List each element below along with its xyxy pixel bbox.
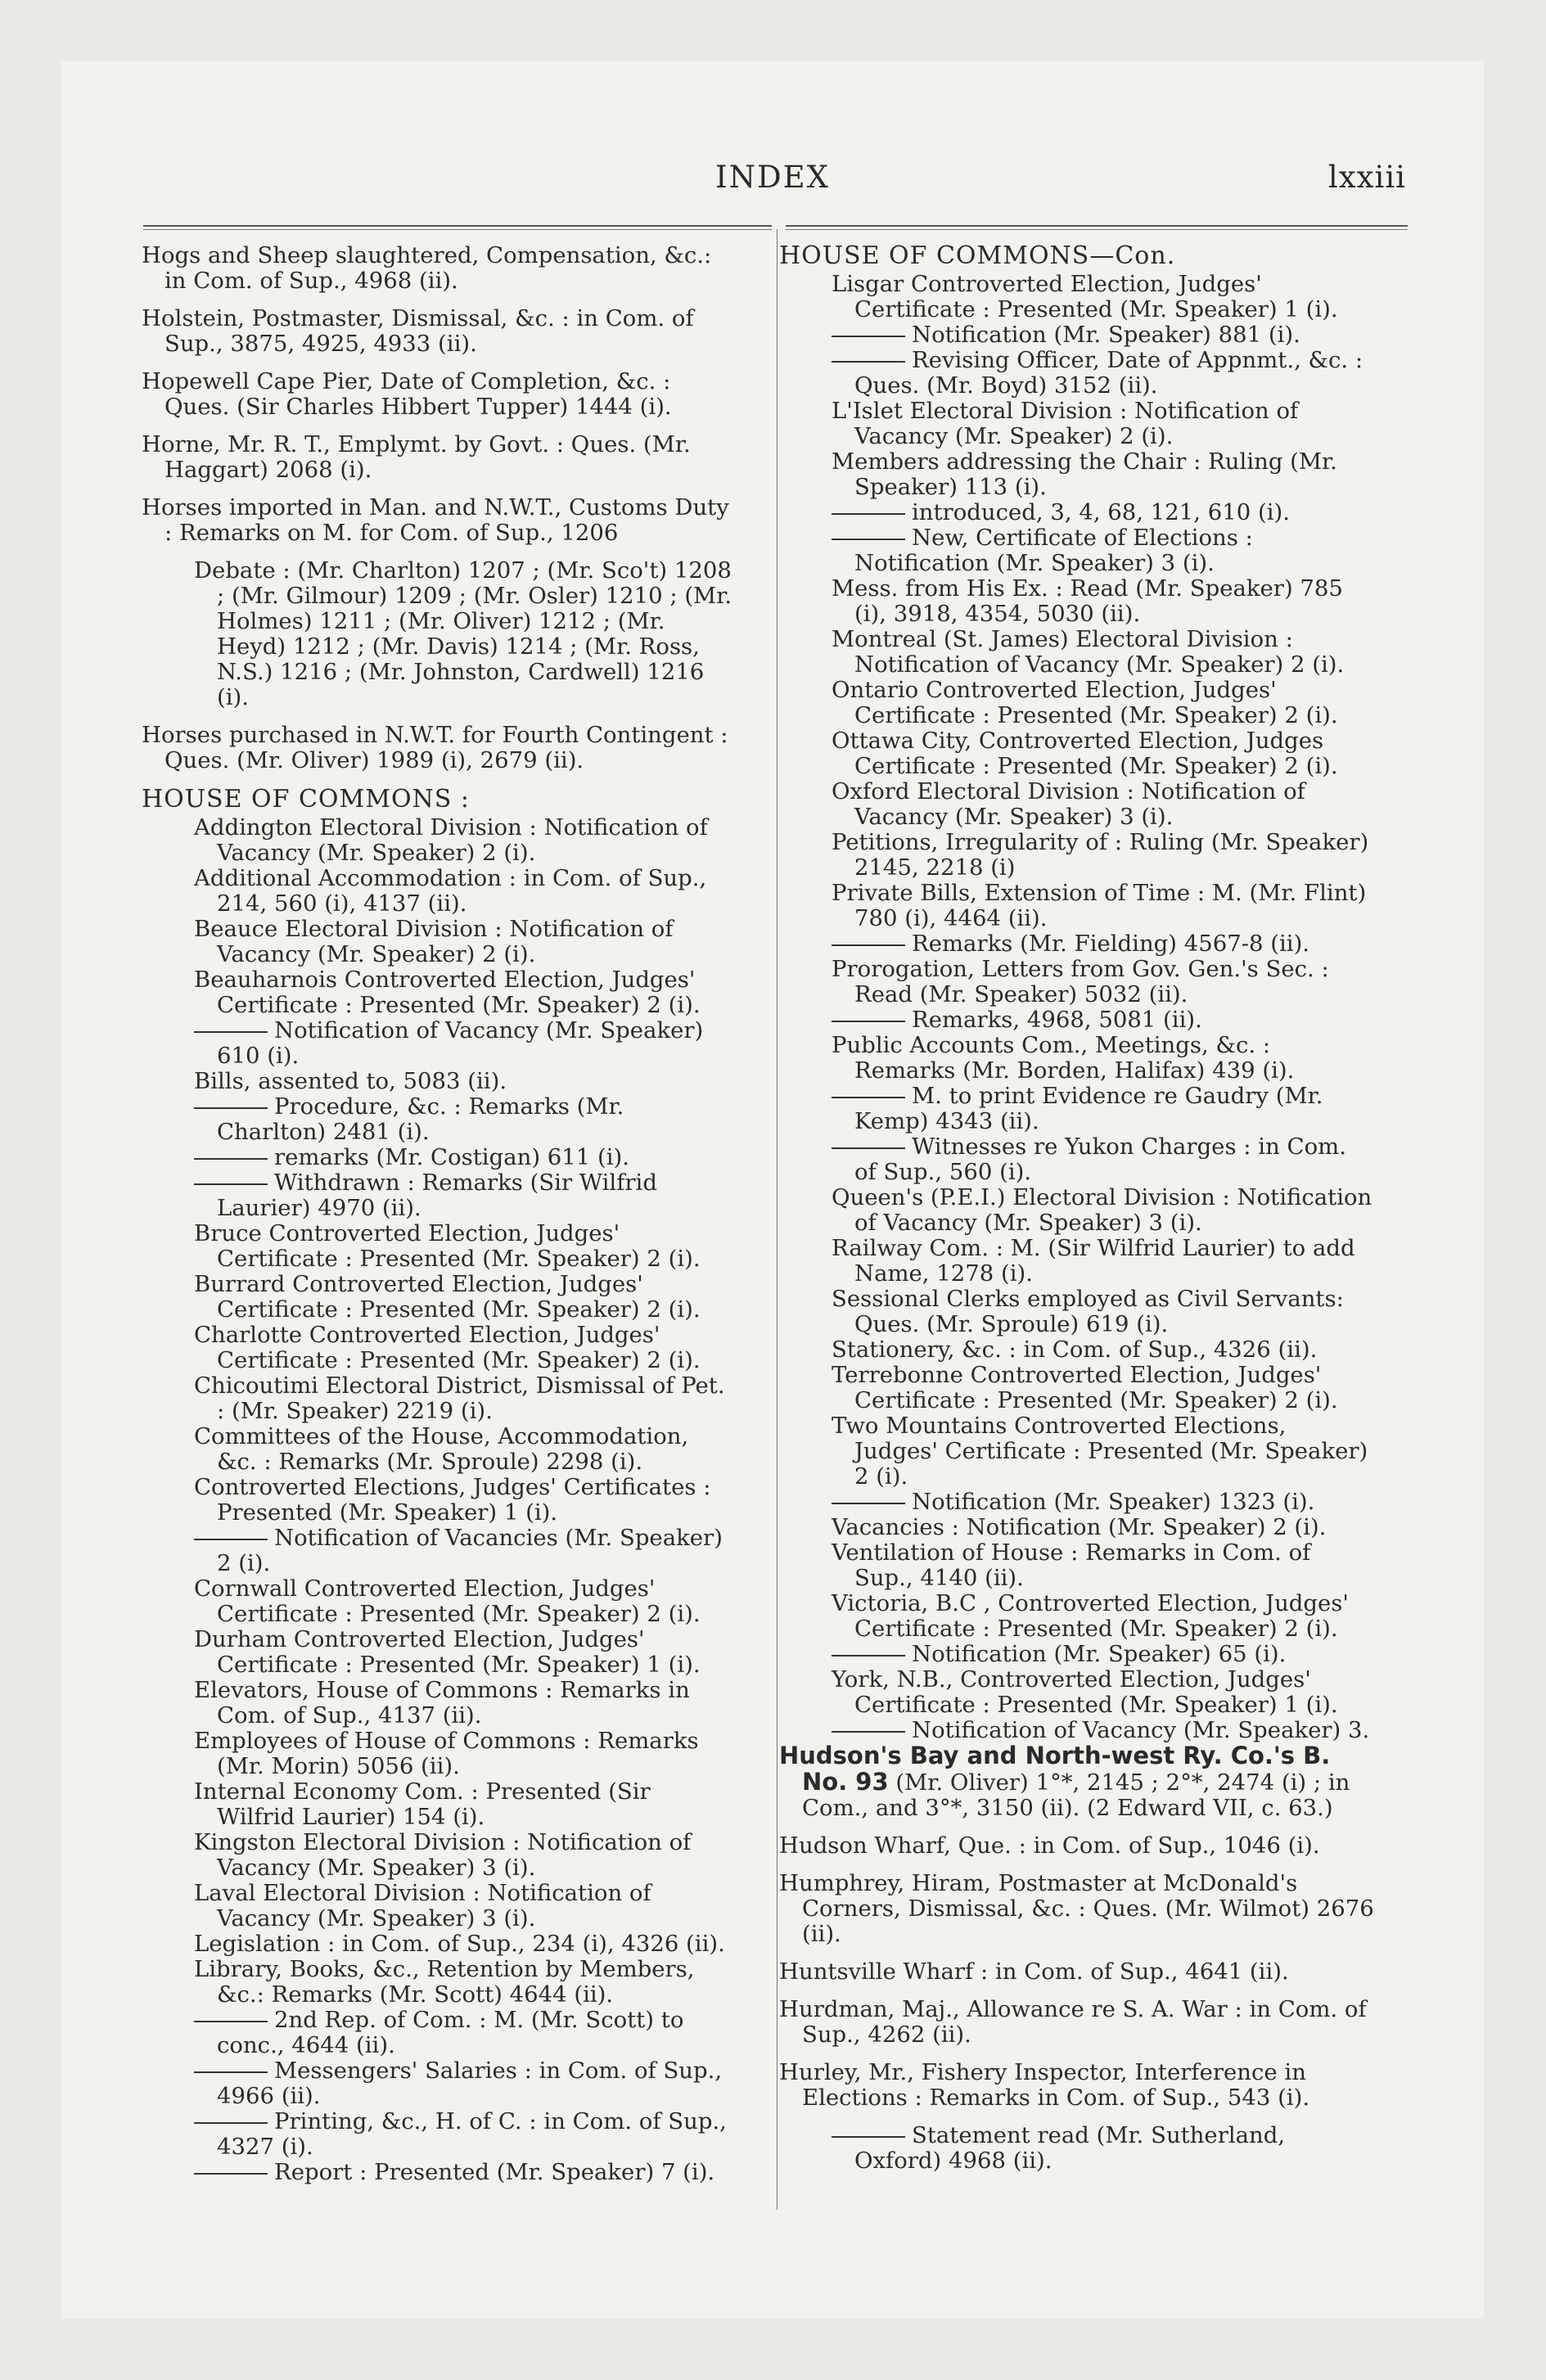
ditto-dash: [194, 1031, 268, 1033]
index-subentry-continued: Messengers' Salaries : in Com. of Sup., 4966 (ii).: [142, 2058, 735, 2109]
index-entry: Holstein, Postmaster, Dismissal, &c. : in Com. of Sup., 3875, 4925, 4933 (ii).: [142, 305, 694, 357]
index-subentry: Charlotte Controverted Election, Judges' Certificate : Presented (Mr. Speaker) 2 (i).: [194, 1322, 701, 1373]
index-subentry-continued: introduced, 3, 4, 68, 121, 610 (i).: [779, 500, 1374, 525]
ditto-dash: [194, 1183, 268, 1185]
index-subentry-continued: Statement read (Mr. Sutherland, Oxford) 4968 (ii).: [779, 2123, 1374, 2174]
right-column: [779, 243, 1374, 2174]
index-subentry-continued: Remarks (Mr. Fielding) 4567-8 (ii).: [779, 931, 1374, 957]
header-rule-left: [143, 225, 772, 230]
page-number: lxxiii: [1327, 160, 1406, 195]
column-divider: [777, 229, 778, 2210]
ditto-dash: [832, 944, 905, 946]
index-subentry: Petitions, Irregularity of : Ruling (Mr. Speaker) 2145, 2218 (i): [832, 829, 1369, 881]
index-entry: Horses purchased in N.W.T. for Fourth Contingent : Ques. (Mr. Oliver) 1989 (i), 2679 (ii).: [142, 722, 728, 773]
ditto-dash: [832, 513, 905, 515]
index-entry: Hopewell Cape Pier, Date of Completion, &c. : Ques. (Sir Charles Hibbert Tupper) 1444 (i).: [142, 368, 672, 420]
bill-title: Hudson's Bay and North-west Ry. Co.'s B. No. 93: [779, 1742, 1331, 1796]
index-subentry: Debate : (Mr. Charlton) 1207 ; (Mr. Sco't) 1208 ; (Mr. Gilmour) 1209 ; (Mr. Osler) 1210 ; (Mr. Holmes) 1211 ; (Mr. Oliver) 1212 ; (Mr. Heyd) 1212 ; (Mr. Davis) 1214 ; (Mr. Ross, N.S.) 1216 ; (Mr. Johnston, Cardwell) 1216 (i).: [194, 557, 732, 710]
index-subentry: Ventilation of House : Remarks in Com. of Sup., 4140 (ii).: [832, 1539, 1311, 1591]
index-subentry-continued: Printing, &c., H. of C. : in Com. of Sup., 4327 (i).: [142, 2109, 735, 2160]
index-subentry-continued: remarks (Mr. Costigan) 611 (i).: [142, 1145, 735, 1170]
index-subentry: Additional Accommodation : in Com. of Sup., 214, 560 (i), 4137 (ii).: [194, 865, 707, 917]
index-subentry-continued: Withdrawn : Remarks (Sir Wilfrid Laurier) 4970 (ii).: [142, 1170, 735, 1221]
index-subentry: L'Islet Electoral Division : Notification of Vacancy (Mr. Speaker) 2 (i).: [832, 398, 1299, 449]
ditto-dash: [832, 539, 905, 540]
index-subentry: Vacancies : Notification (Mr. Speaker) 2 (i).: [832, 1514, 1327, 1540]
ditto-dash: [832, 1147, 905, 1149]
index-subentry: Stationery, &c. : in Com. of Sup., 4326 (ii).: [832, 1336, 1318, 1363]
index-subentry: Legislation : in Com. of Sup., 234 (i), 4326 (ii).: [194, 1931, 725, 1957]
index-subentry: Queen's (P.E.I.) Electoral Division : Notification of Vacancy (Mr. Speaker) 3 (i).: [832, 1184, 1372, 1236]
index-subentry: Sessional Clerks employed as Civil Servants: Ques. (Mr. Sproule) 619 (i).: [832, 1286, 1344, 1337]
section-heading: HOUSE OF COMMONS :: [142, 785, 470, 814]
ditto-dash: [832, 361, 905, 363]
index-entry: Hudson Wharf, Que. : in Com. of Sup., 1046 (i).: [779, 1832, 1320, 1859]
index-subentry-continued: Procedure, &c. : Remarks (Mr. Charlton) 2481 (i).: [142, 1094, 735, 1145]
ditto-dash: [194, 2071, 268, 2073]
index-entry: Hurdman, Maj., Allowance re S. A. War : in Com. of Sup., 4262 (ii).: [779, 1996, 1367, 2048]
ditto-dash: [194, 1539, 268, 1540]
index-subentry: Oxford Electoral Division : Notification of Vacancy (Mr. Speaker) 3 (i).: [832, 778, 1305, 830]
index-subentry-continued: Notification of Vacancy (Mr. Speaker) 3.: [779, 1718, 1374, 1743]
index-subentry: Mess. from His Ex. : Read (Mr. Speaker) 785 (i), 3918, 4354, 5030 (ii).: [832, 575, 1343, 627]
ditto-dash: [194, 2021, 268, 2022]
index-subentry: Addington Electoral Division : Notification of Vacancy (Mr. Speaker) 2 (i).: [194, 814, 708, 866]
index-subentry: Victoria, B.C , Controverted Election, Judges' Certificate : Presented (Mr. Speaker) 2 (i).: [832, 1590, 1349, 1642]
ditto-dash: [832, 1655, 905, 1657]
index-subentry: Ottawa City, Controverted Election, Judges Certificate : Presented (Mr. Speaker) 2 (i).: [832, 728, 1338, 779]
index-subentry: Bruce Controverted Election, Judges' Certificate : Presented (Mr. Speaker) 2 (i).: [194, 1220, 701, 1272]
index-subentry: Durham Controverted Election, Judges' Certificate : Presented (Mr. Speaker) 1 (i).: [194, 1626, 701, 1678]
ditto-dash: [194, 1158, 268, 1160]
ditto-dash: [832, 336, 905, 337]
index-subentry-continued: M. to print Evidence re Gaudry (Mr. Kemp) 4343 (ii).: [779, 1084, 1374, 1134]
index-subentry-continued: Witnesses re Yukon Charges : in Com. of Sup., 560 (i).: [779, 1134, 1374, 1185]
ditto-dash: [832, 1503, 905, 1504]
index-entry: Horne, Mr. R. T., Emplymt. by Govt. : Ques. (Mr. Haggart) 2068 (i).: [142, 431, 691, 483]
left-column: [142, 243, 735, 2185]
index-entry: Horses imported in Man. and N.W.T., Customs Duty : Remarks on M. for Com. of Sup., 1206: [142, 494, 729, 546]
index-subentry-continued: Notification (Mr. Speaker) 65 (i).: [779, 1642, 1374, 1667]
ditto-dash: [194, 2122, 268, 2124]
index-page: [61, 61, 1484, 2319]
index-entry: Huntsville Wharf : in Com. of Sup., 4641 (ii).: [779, 1959, 1289, 1985]
index-subentry: Committees of the House, Accommodation, &c. : Remarks (Mr. Sproule) 2298 (i).: [194, 1423, 689, 1475]
index-subentry: Internal Economy Com. : Presented (Sir Wilfrid Laurier) 154 (i).: [194, 1778, 651, 1830]
page-header: [61, 160, 1484, 209]
index-subentry: Members addressing the Chair : Ruling (Mr. Speaker) 113 (i).: [832, 449, 1337, 500]
ditto-dash: [194, 2173, 268, 2175]
index-entry: Hurley, Mr., Fishery Inspector, Interference in Elections : Remarks in Com. of Sup., 543 (i).: [779, 2059, 1310, 2111]
index-subentry: Beauce Electoral Division : Notification of Vacancy (Mr. Speaker) 2 (i).: [194, 916, 674, 967]
index-subentry: Beauharnois Controverted Election, Judges' Certificate : Presented (Mr. Speaker) 2 (i).: [194, 967, 701, 1018]
ditto-dash: [832, 1097, 905, 1098]
index-subentry-continued: Notification (Mr. Speaker) 1323 (i).: [779, 1490, 1374, 1515]
index-subentry: Prorogation, Letters from Gov. Gen.'s Sec. : Read (Mr. Speaker) 5032 (ii).: [832, 956, 1329, 1007]
index-subentry: Railway Com. : M. (Sir Wilfrid Laurier) to add Name, 1278 (i).: [832, 1235, 1355, 1287]
index-subentry-continued: Notification of Vacancies (Mr. Speaker) 2 (i).: [142, 1526, 735, 1576]
index-entry: Humphrey, Hiram, Postmaster at McDonald's Corners, Dismissal, &c. : Ques. (Mr. Wilmot) 2676 (ii).: [779, 1870, 1374, 1947]
ditto-dash: [832, 1021, 905, 1022]
index-subentry: Burrard Controverted Election, Judges' Certificate : Presented (Mr. Speaker) 2 (i).: [194, 1271, 701, 1323]
index-subentry: Kingston Electoral Division : Notification of Vacancy (Mr. Speaker) 3 (i).: [194, 1829, 692, 1881]
page-title: INDEX: [714, 160, 830, 195]
index-subentry: Library, Books, &c., Retention by Members, &c.: Remarks (Mr. Scott) 4644 (ii).: [194, 1956, 695, 2008]
index-subentry: Controverted Elections, Judges' Certificates : Presented (Mr. Speaker) 1 (i).: [194, 1474, 711, 1526]
index-subentry: Ontario Controverted Election, Judges' Certificate : Presented (Mr. Speaker) 2 (i).: [832, 677, 1338, 728]
index-subentry: Laval Electoral Division : Notification of Vacancy (Mr. Speaker) 3 (i).: [194, 1880, 651, 1931]
index-entry-bill: Hudson's Bay and North-west Ry. Co.'s B. No. 93 (Mr. Oliver) 1°*, 2145 ; 2°*, 2474 (i) ; in Com., and 3°*, 3150 (ii). (2 Edward VII, c. 63.): [779, 1742, 1350, 1821]
index-subentry: Elevators, House of Commons : Remarks in Com. of Sup., 4137 (ii).: [194, 1677, 690, 1729]
index-subentry-continued: Revising Officer, Date of Appnmt., &c. : Ques. (Mr. Boyd) 3152 (ii).: [779, 348, 1374, 399]
index-subentry-continued: Notification of Vacancy (Mr. Speaker) 610 (i).: [142, 1018, 735, 1069]
ditto-dash: [194, 1107, 268, 1109]
header-rule-right: [786, 225, 1408, 230]
index-subentry-continued: Report : Presented (Mr. Speaker) 7 (i).: [142, 2160, 735, 2185]
index-subentry: Employees of House of Commons : Remarks (Mr. Morin) 5056 (ii).: [194, 1728, 699, 1779]
index-subentry: Bills, assented to, 5083 (ii).: [194, 1068, 507, 1094]
index-subentry: Two Mountains Controverted Elections, Judges' Certificate : Presented (Mr. Speaker) 2 (i).: [832, 1413, 1368, 1490]
index-subentry: Cornwall Controverted Election, Judges' Certificate : Presented (Mr. Speaker) 2 (i).: [194, 1575, 701, 1627]
index-subentry: York, N.B., Controverted Election, Judges' Certificate : Presented (Mr. Speaker) 1 (i).: [832, 1666, 1338, 1718]
index-entry: Hogs and Sheep slaughtered, Compensation, &c.: in Com. of Sup., 4968 (ii).: [142, 242, 712, 294]
index-subentry: Terrebonne Controverted Election, Judges' Certificate : Presented (Mr. Speaker) 2 (i).: [832, 1362, 1338, 1413]
index-subentry: Private Bills, Extension of Time : M. (Mr. Flint) 780 (i), 4464 (ii).: [832, 880, 1367, 931]
index-subentry-continued: Remarks, 4968, 5081 (ii).: [779, 1007, 1374, 1033]
section-heading-continued: HOUSE OF COMMONS—Con.: [779, 241, 1176, 270]
index-subentry: Chicoutimi Electoral District, Dismissal of Pet. : (Mr. Speaker) 2219 (i).: [194, 1373, 725, 1424]
index-subentry: Montreal (St. James) Electoral Division : Notification of Vacancy (Mr. Speaker) 2 (i).: [832, 626, 1345, 678]
index-subentry-continued: New, Certificate of Elections : Notification (Mr. Speaker) 3 (i).: [779, 525, 1374, 576]
index-subentry: Public Accounts Com., Meetings, &c. : Remarks (Mr. Borden, Halifax) 439 (i).: [832, 1032, 1295, 1084]
ditto-dash: [832, 1731, 905, 1733]
index-subentry-continued: Notification (Mr. Speaker) 881 (i).: [779, 322, 1374, 348]
index-subentry: Lisgar Controverted Election, Judges' Certificate : Presented (Mr. Speaker) 1 (i).: [832, 271, 1338, 322]
ditto-dash: [832, 2136, 905, 2138]
index-subentry-continued: 2nd Rep. of Com. : M. (Mr. Scott) to conc., 4644 (ii).: [142, 2008, 735, 2058]
